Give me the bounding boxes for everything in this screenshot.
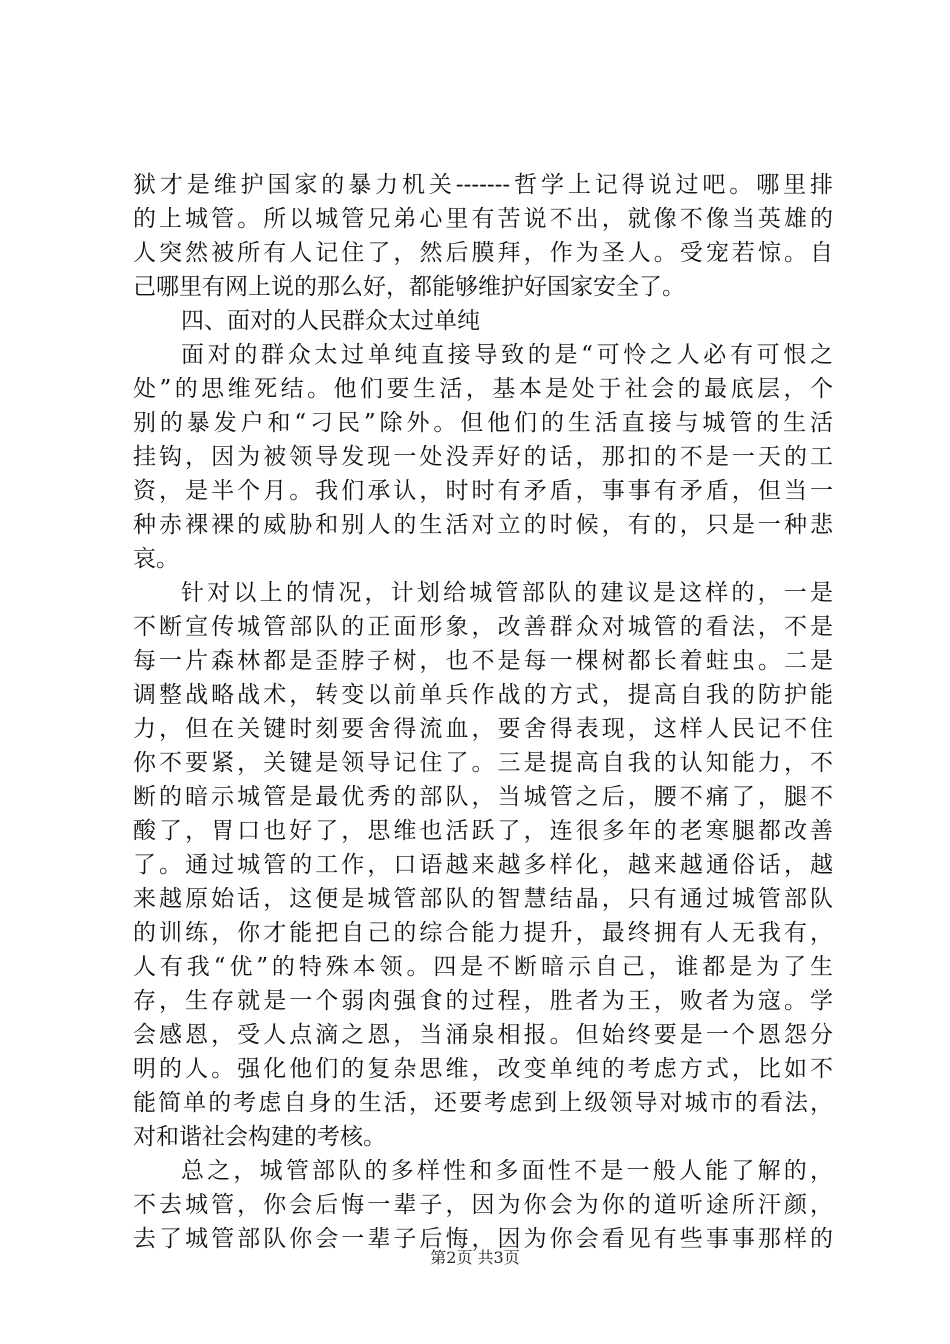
body-text (133, 168, 833, 1256)
text-line: 狱才是维护国家的暴力机关-------哲学上记得说过吧。哪里排 (133, 172, 833, 198)
text-line: 存，生存就是一个弱肉强食的过程，胜者为王，败者为寇。学 (133, 988, 833, 1014)
text-line: 资，是半个月。我们承认，时时有矛盾，事事有矛盾，但当一 (133, 478, 833, 504)
text-line: 会感恩，受人点滴之恩，当涌泉相报。但始终要是一个恩怨分 (133, 1022, 833, 1048)
text-line: 哀。 (133, 546, 179, 572)
section-heading: 四、面对的人民群众太过单纯 (181, 308, 480, 334)
text-line: 面对的群众太过单纯直接导致的是“可怜之人必有可恨之 (181, 342, 833, 368)
text-line: 力，但在关键时刻要舍得流血，要舍得表现，这样人民记不住 (133, 716, 833, 742)
text-line: 处”的思维死结。他们要生活，基本是处于社会的最底层，个 (133, 376, 833, 402)
text-line: 了。通过城管的工作，口语越来越多样化，越来越通俗话，越 (133, 852, 833, 878)
text-line: 己哪里有网上说的那么好，都能够维护好国家安全了。 (133, 274, 685, 300)
page-number-footer: 第2页 共3页 (430, 1248, 520, 1267)
text-line: 针对以上的情况，计划给城管部队的建议是这样的，一是 (181, 580, 833, 606)
text-line: 酸了，胃口也好了，思维也活跃了，连很多年的老寒腿都改善 (133, 818, 833, 844)
text-line: 来越原始话，这便是城管部队的智慧结晶，只有通过城管部队 (133, 886, 833, 912)
text-line: 你不要紧，关键是领导记住了。三是提高自我的认知能力，不 (133, 750, 833, 776)
text-line: 的上城管。所以城管兄弟心里有苦说不出，就像不像当英雄的 (133, 206, 833, 232)
text-line: 别的暴发户和“刁民”除外。但他们的生活直接与城管的生活 (133, 410, 833, 436)
text-line: 不去城管，你会后悔一辈子，因为你会为你的道听途所汗颜， (133, 1192, 833, 1218)
text-line: 调整战略战术，转变以前单兵作战的方式，提高自我的防护能 (133, 682, 833, 708)
text-line: 人有我“优”的特殊本领。四是不断暗示自己，谁都是为了生 (133, 954, 833, 980)
text-line: 的训练，你才能把自己的综合能力提升，最终拥有人无我有， (133, 920, 833, 946)
text-line: 去了城管部队你会一辈子后悔，因为你会看见有些事事那样的 (133, 1226, 833, 1252)
text-line: 每一片森林都是歪脖子树，也不是每一棵树都长着蛀虫。二是 (133, 648, 833, 674)
text-line: 种赤裸裸的威胁和别人的生活对立的时候，有的，只是一种悲 (133, 512, 833, 538)
text-line: 断的暗示城管是最优秀的部队，当城管之后，腰不痛了，腿不 (133, 784, 833, 810)
text-line: 挂钩，因为被领导发现一处没弄好的话，那扣的不是一天的工 (133, 444, 833, 470)
text-line: 能简单的考虑自身的生活，还要考虑到上级领导对城市的看法， (133, 1090, 833, 1116)
text-line: 总之，城管部队的多样性和多面性不是一般人能了解的， (181, 1158, 833, 1184)
text-line: 对和谐社会构建的考核。 (133, 1124, 386, 1150)
text-line: 不断宣传城管部队的正面形象，改善群众对城管的看法，不是 (133, 614, 833, 640)
text-line: 明的人。强化他们的复杂思维，改变单纯的考虑方式，比如不 (133, 1056, 833, 1082)
text-line: 人突然被所有人记住了，然后膜拜，作为圣人。受宠若惊。自 (133, 240, 833, 266)
